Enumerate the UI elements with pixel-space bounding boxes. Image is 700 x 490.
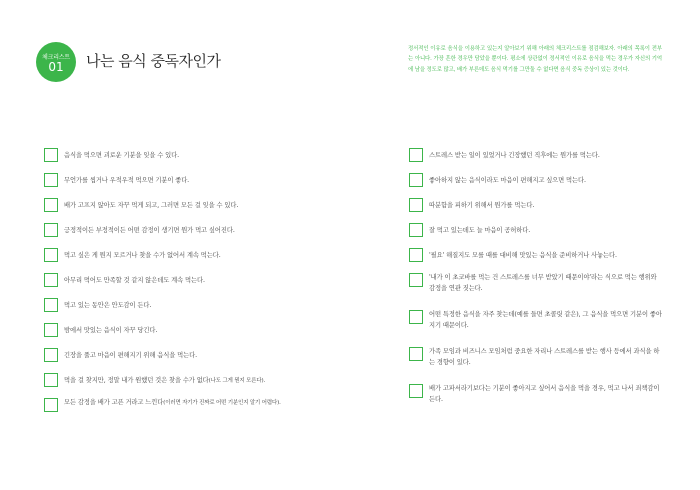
checklist-item[interactable] — [409, 382, 664, 416]
checkbox[interactable] — [409, 198, 423, 212]
checklist-item-text: 음식을 먹으면 괴로운 기분을 잊을 수 있다. — [64, 152, 180, 159]
checkbox[interactable] — [44, 148, 58, 162]
checklist-item[interactable] — [44, 371, 344, 396]
checklist-item[interactable] — [44, 321, 344, 346]
checkbox[interactable] — [44, 298, 58, 312]
badge-label: 체크리스트 — [42, 54, 70, 61]
checkbox[interactable] — [409, 223, 423, 237]
page-title: 나는 음식 중독자인가 — [86, 52, 221, 70]
checklist-item[interactable] — [44, 221, 344, 246]
checkbox[interactable] — [409, 173, 423, 187]
checklist-item[interactable] — [409, 146, 664, 171]
right-checklist — [409, 146, 664, 416]
checklist-item-text — [64, 398, 344, 409]
checkbox[interactable] — [44, 348, 58, 362]
checklist-item-text: 긍정적이든 부정적이든 어떤 감정이 생기면 뭔가 먹고 싶어진다. — [64, 227, 235, 234]
checklist-item[interactable] — [409, 246, 664, 271]
checkbox[interactable] — [44, 173, 58, 187]
checkbox[interactable] — [44, 373, 58, 387]
checklist-item-text: 따분함을 피하기 위해서 뭔가를 먹는다. — [429, 202, 535, 209]
checklist-item[interactable] — [44, 296, 344, 321]
checklist-item[interactable] — [44, 171, 344, 196]
checklist-item[interactable] — [44, 396, 344, 426]
checkbox[interactable] — [409, 248, 423, 262]
checkbox[interactable] — [409, 384, 423, 398]
checklist-item-text: 가족 모임과 비즈니스 모임처럼 중요한 자리나 스트레스를 받는 행사 등에서 과식을 하는 경향이 있다. — [429, 348, 660, 366]
checklist-item-text — [64, 376, 344, 387]
checkbox[interactable] — [409, 310, 423, 324]
checklist-item-text: 좋아하지 않는 음식이라도 마음이 편해지고 싶으면 먹는다. — [429, 177, 586, 184]
checklist-item[interactable] — [409, 345, 664, 382]
checklist-item-text: 무언가를 씹거나 우적우적 먹으면 기분이 좋다. — [64, 177, 190, 184]
checkbox[interactable] — [44, 198, 58, 212]
checklist-item-text: 배가 고파서라기보다는 기분이 좋아지고 싶어서 음식을 먹을 경우, 먹고 나서 죄책감이 든다. — [429, 385, 660, 403]
checklist-item[interactable] — [44, 146, 344, 171]
checklist-item-text: 어떤 특정한 음식을 자주 찾는데(예를 들면 초콜릿 같은), 그 음식을 먹으면 기분이 좋아지기 때문이다. — [429, 311, 662, 329]
checkbox[interactable] — [409, 347, 423, 361]
checklist-item-text: '내가 이 초코바를 먹는 건 스트레스를 너무 받았기 때문이야'라는 식으로 먹는 행위와 감정을 연관 짓는다. — [429, 274, 657, 292]
checklist-item-text: 아무리 먹어도 만족할 것 같지 않은데도 계속 먹는다. — [64, 277, 205, 284]
checklist-item-text: 잘 먹고 있는데도 늘 마음이 공허하다. — [429, 227, 531, 234]
checklist-item[interactable] — [409, 196, 664, 221]
intro-paragraph: 정서적인 이유로 음식을 이용하고 있는지 알아보기 위해 아래의 체크리스트를 점검해보자. 아래의 목록이 전부는 아니다. 가장 흔한 경우만 담았을 뿐이다. 평소에 상관없이 정서적인 이유로 음식을 먹는 경우가 자신의 기억에 남을 정도로 많고, 배가 부른데도 음식 먹기를 그만둘 수 없다면 음식 중독 증상이 있는 것이다. — [408, 46, 662, 73]
checklist-badge — [36, 42, 76, 82]
checklist-item[interactable] — [44, 271, 344, 296]
checkbox[interactable] — [44, 398, 58, 412]
checklist-item[interactable] — [44, 346, 344, 371]
checklist-item[interactable] — [409, 271, 664, 308]
checklist-item-main: 모든 감정을 배가 고픈 거라고 느낀다 — [64, 399, 164, 406]
checklist-item-text: '필요' 해질지도 모를 때를 대비해 맛있는 음식을 준비하거나 사놓는다. — [429, 252, 617, 259]
checklist-item-text: 밤에서 맛있는 음식이 자꾸 당긴다. — [64, 327, 158, 334]
checkbox[interactable] — [44, 273, 58, 287]
checkbox[interactable] — [44, 248, 58, 262]
checklist-item[interactable] — [409, 221, 664, 246]
checklist-item-main: 먹을 걸 찾지만, 정말 내가 원했던 것은 찾을 수가 없다 — [64, 377, 209, 384]
checklist-item-note: (이러면 자기가 진짜로 어떤 기분인지 알기 어렵다). — [163, 400, 281, 406]
checklist-item-text: 먹고 싶은 게 뭔지 모르거나 찾을 수가 없어서 계속 먹는다. — [64, 252, 221, 259]
checkbox[interactable] — [409, 148, 423, 162]
checklist-item-text: 긴장을 풀고 마음이 편해지기 위해 음식을 먹는다. — [64, 352, 197, 359]
checklist-item[interactable] — [409, 171, 664, 196]
checklist-item-text: 배가 고프지 않아도 자꾸 먹게 되고, 그러면 모든 걸 잊을 수 있다. — [64, 202, 239, 209]
checklist-item[interactable] — [44, 246, 344, 271]
checklist-item-text: 스트레스 받는 일이 있었거나 긴장했던 직후에는 뭔가를 먹는다. — [429, 152, 600, 159]
checklist-item-text: 먹고 있는 동안은 안도감이 든다. — [64, 302, 152, 309]
checkbox[interactable] — [44, 323, 58, 337]
left-checklist — [44, 146, 344, 426]
checklist-item[interactable] — [409, 308, 664, 345]
checklist-item[interactable] — [44, 196, 344, 221]
badge-number: 01 — [48, 60, 64, 74]
checkbox[interactable] — [409, 273, 423, 287]
checkbox[interactable] — [44, 223, 58, 237]
checklist-item-note: (나도 그게 뭔지 모른다). — [208, 378, 266, 384]
